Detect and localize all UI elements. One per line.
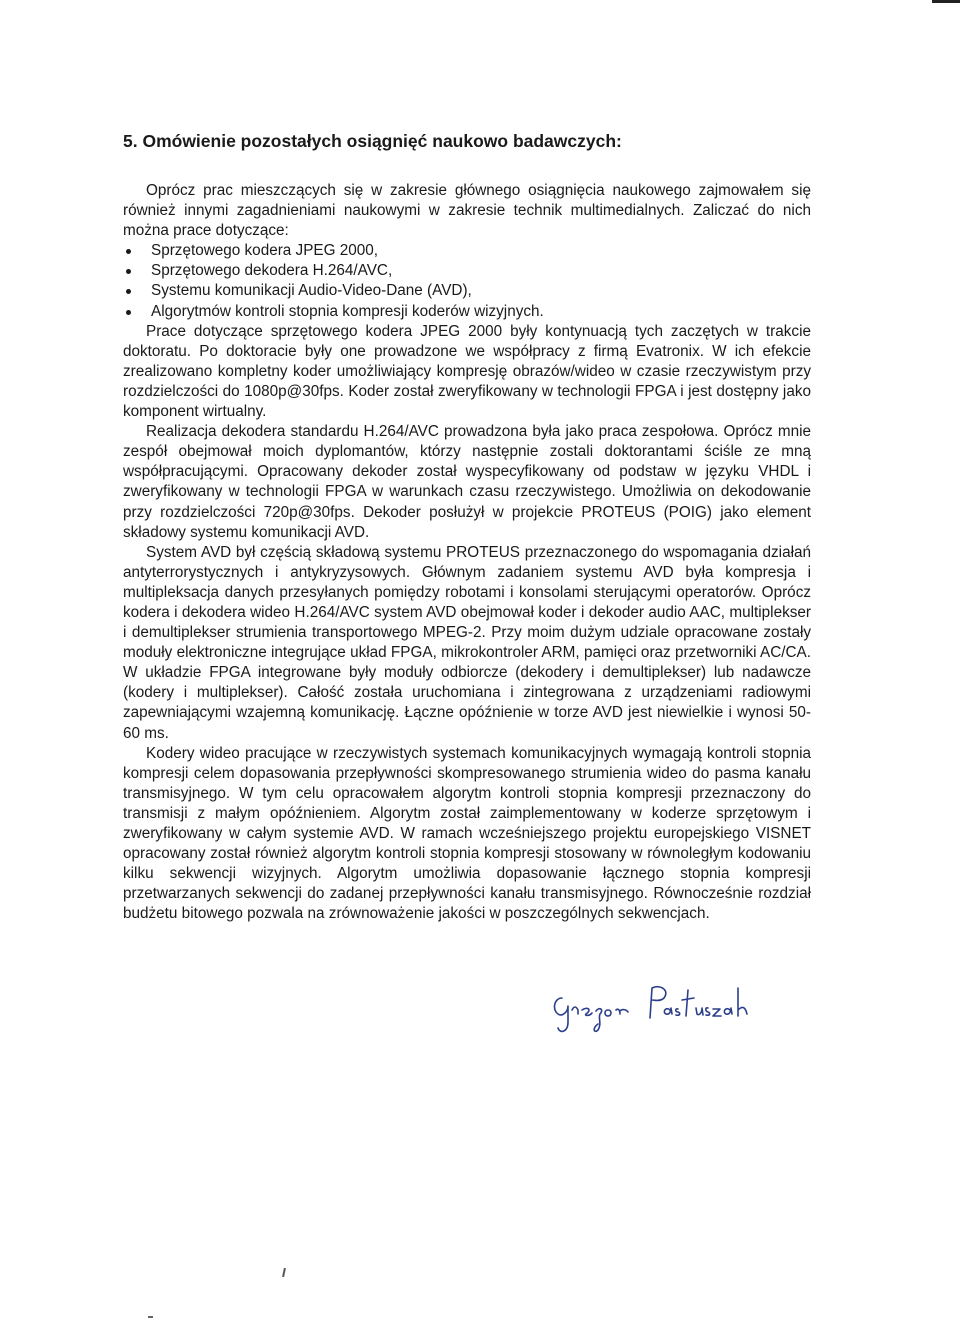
scan-speck: [148, 1316, 153, 1318]
document-page: [123, 126, 811, 924]
topic-item: Sprzętowego dekodera H.264/AVC,: [123, 261, 811, 281]
paragraph-jpeg2000: Prace dotyczące sprzętowego kodera JPEG 2000 były kontynuacją tych zaczętych w trakcie doktoratu. Po doktoracie były one prowadzone we współpracy z firmą Evatronix. W ich efekcie zrealizowano kompletny koder umożliwiający kompresję obrazów/wideo w czasie rzeczywistym przy rozdzielczości do 1080p@30fps. Koder został zweryfikowany w technologii FPGA i jest dostępny jako komponent wirtualny.: [123, 322, 811, 421]
topic-item: Sprzętowego kodera JPEG 2000,: [123, 241, 811, 261]
section-heading: 5. Omówienie pozostałych osiągnięć naukowo badawczych:: [123, 131, 622, 151]
paragraph-h264-decoder: Realizacja dekodera standardu H.264/AVC prowadzona była jako praca zespołowa. Oprócz mnie zespół obejmował moich dyplomantów, którzy następnie zostali doktorantami ściśle ze mną współpracującymi. Opracowany dekoder został wyspecyfikowany od podstaw w języku VHDL i zweryfikowany w technologii FPGA w warunkach czasu rzeczywistego. Umożliwia on dekodowanie przy rozdzielczości 720p@30fps. Dekoder posłużył w projekcie PROTEUS (POIG) jako element składowy systemu komunikacji AVD.: [123, 423, 811, 541]
topic-list: [123, 241, 811, 321]
section-body: [123, 181, 811, 924]
scan-speck: [282, 1268, 286, 1277]
handwritten-signature: [548, 980, 768, 1040]
paragraph-avd-system: System AVD był częścią składową systemu PROTEUS przeznaczonego do wspomagania działań antyterrorystycznych i antykryzysowych. Głównym zadaniem systemu AVD była kompresja i multipleksacja danych przesyłanych pomiędzy robotami i konsolami sterującymi operatorów. Oprócz kodera i dekodera wideo H.264/AVC system AVD obejmował koder i dekoder audio AAC, multiplekser i demultiplekser strumienia transportowego MPEG-2. Przy moim dużym udziale opracowane zostały moduły elektroniczne integrujące układ FPGA, mikrokontroler ARM, pamięci oraz przetworniki AC/CA. W układzie FPGA integrowane były moduły odbiorcze (dekodery i demultiplekser) lub nadawcze (kodery i multiplekser). Całość została uruchomiana i zintegrowana z urządzeniami radiowymi zapewniającymi wzajemną komunikację. Łączne opóźnienie w torze AVD jest niewielkie i wynosi 50-60 ms.: [123, 543, 811, 742]
scan-edge-mark: [932, 0, 960, 3]
topic-item: Algorytmów kontroli stopnia kompresji koderów wizyjnych.: [123, 302, 811, 322]
topic-item: Systemu komunikacji Audio-Video-Dane (AVD),: [123, 281, 811, 301]
intro-paragraph: Oprócz prac mieszczących się w zakresie głównego osiągnięcia naukowego zajmowałem się również innymi zagadnieniami naukowymi w zakresie technik multimedialnych. Zaliczać do nich można prace dotyczące:: [123, 182, 811, 240]
paragraph-rate-control: Kodery wideo pracujące w rzeczywistych systemach komunikacyjnych wymagają kontroli stopnia kompresji celem dopasowania przepływności skompresowanego strumienia wideo do pasma kanału transmisyjnego. W tym celu opracowałem algorytm kontroli stopnia kompresji przeznaczony do transmisji z małym opóźnieniem. Algorytm został zaimplementowany w koderze sprzętowym i zweryfikowany w całym systemie AVD. W ramach wcześniejszego projektu europejskiego VISNET opracowany został również algorytm kontroli stopnia kompresji stosowany w równoległym kodowaniu kilku sekwencji wizyjnych. Algorytm umożliwia dopasowanie łącznego stopnia kompresji przetwarzanych sekwencji do zadanej przepływności kanału transmisyjnego. Równocześnie rozdział budżetu bitowego pozwala na zrównoważenie jakości w poszczególnych sekwencjach.: [123, 744, 811, 923]
